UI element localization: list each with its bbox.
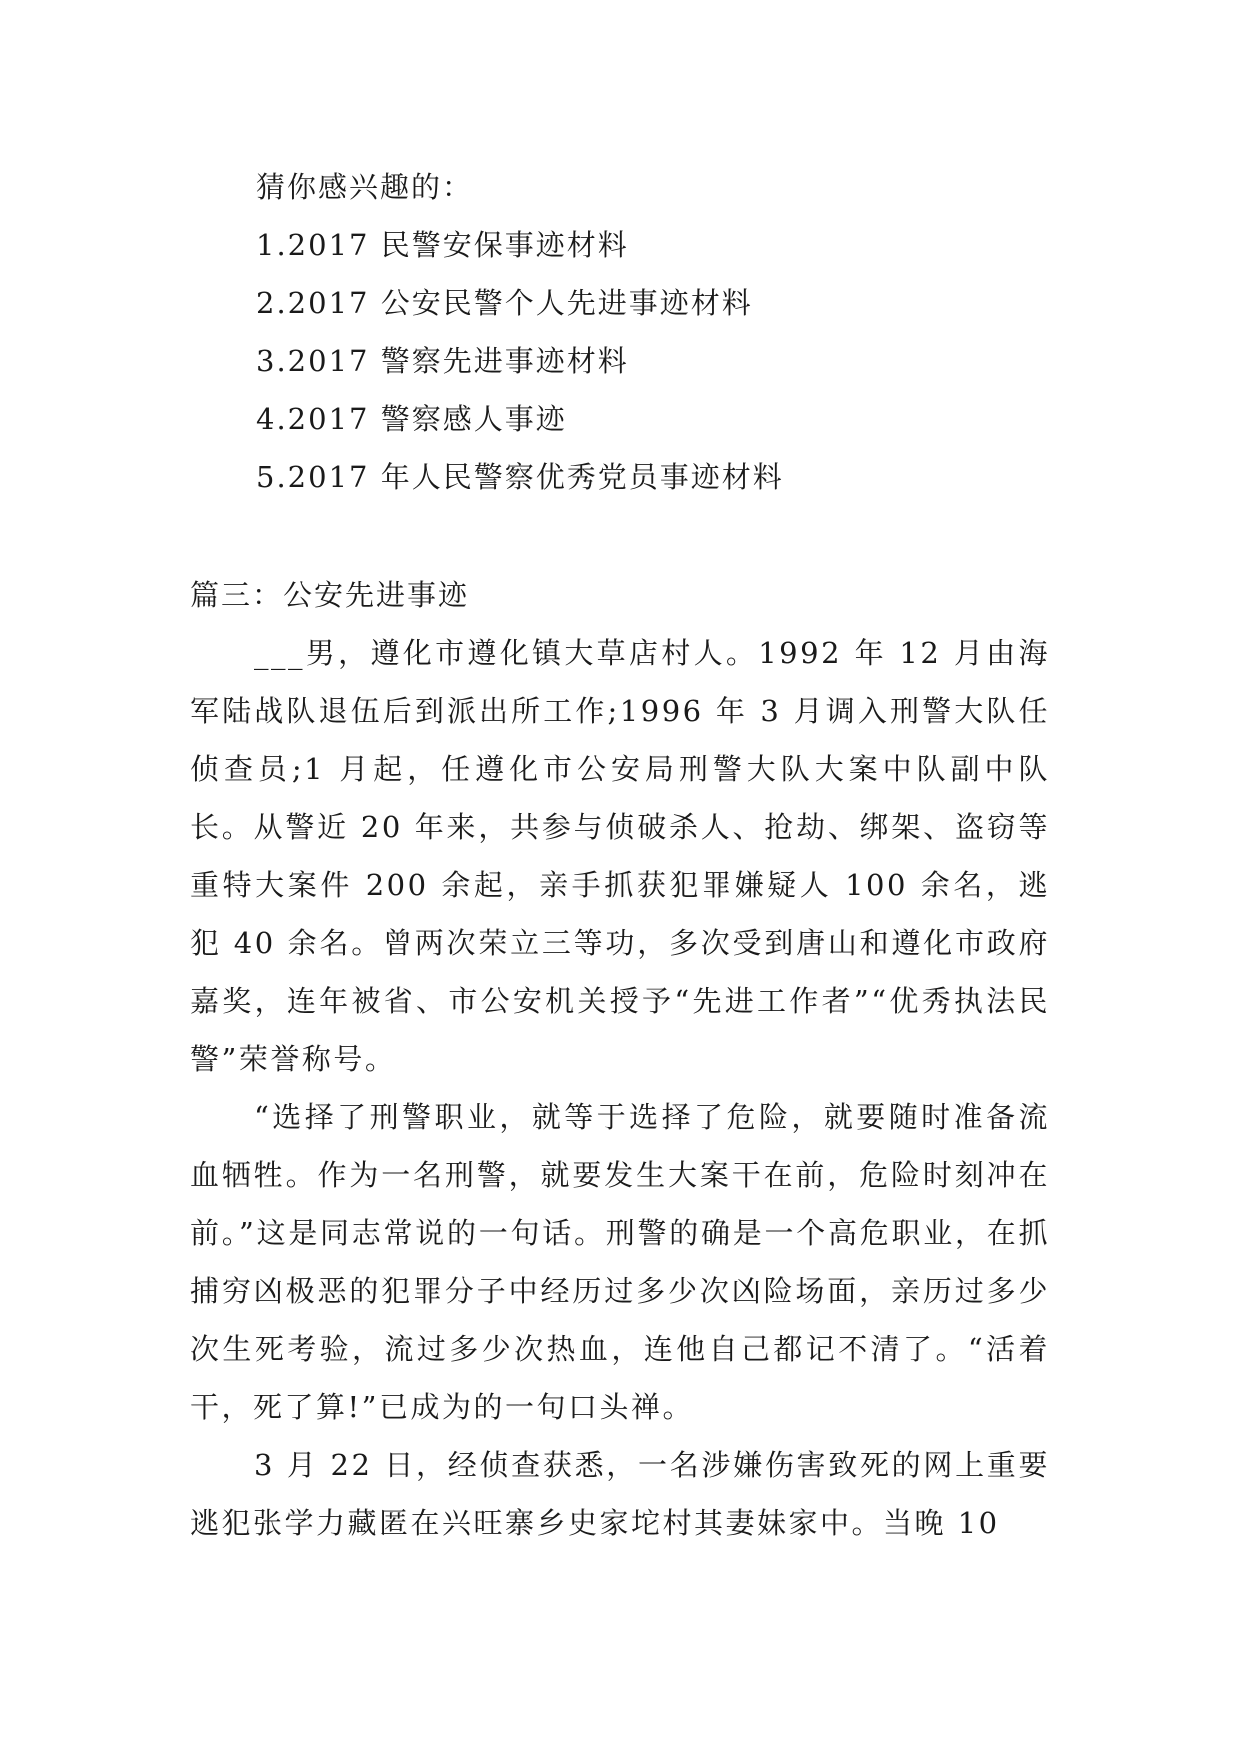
related-articles-list	[256, 158, 1056, 506]
related-articles-title: 猜你感兴趣的：	[256, 170, 474, 204]
article-body	[190, 566, 1050, 1552]
article-paragraph: ___男，遵化市遵化镇大草店村人。1992 年 12 月由海军陆战队退伍后到派出所工作;1996 年 3 月调入刑警大队任侦查员;1 月起，任遵化市公安局刑警大队大案中队副中队长。从警近 20 年来，共参与侦破杀人、抢劫、绑架、盗窃等重特大案件 200 余起，亲手抓获犯罪嫌疑人 100 余名，逃犯 40 余名。曾两次荣立三等功，多次受到唐山和遵化市政府嘉奖，连年被省、市公安机关授予“先进工作者”“优秀执法民警”荣誉称号。	[190, 636, 1050, 1076]
related-article-link[interactable]: 2.2017 公安民警个人先进事迹材料	[256, 286, 753, 320]
related-article-link[interactable]: 1.2017 民警安保事迹材料	[256, 228, 629, 262]
related-article-link[interactable]: 4.2017 警察感人事迹	[256, 402, 567, 436]
related-article-link[interactable]: 5.2017 年人民警察优秀党员事迹材料	[256, 460, 784, 494]
article-paragraph: 3 月 22 日，经侦查获悉，一名涉嫌伤害致死的网上重要逃犯张学力藏匿在兴旺寨乡史家坨村其妻妹家中。当晚 10	[190, 1448, 1050, 1540]
related-article-link[interactable]: 3.2017 警察先进事迹材料	[256, 344, 629, 378]
article-heading: 篇三：公安先进事迹	[190, 578, 470, 612]
article-paragraph: “选择了刑警职业，就等于选择了危险，就要随时准备流血牺牲。作为一名刑警，就要发生大案干在前，危险时刻冲在前。”这是同志常说的一句话。刑警的确是一个高危职业，在抓捕穷凶极恶的犯罪分子中经历过多少次凶险场面，亲历过多少次生死考验，流过多少次热血，连他自己都记不清了。“活着干，死了算!”已成为的一句口头禅。	[190, 1100, 1050, 1424]
